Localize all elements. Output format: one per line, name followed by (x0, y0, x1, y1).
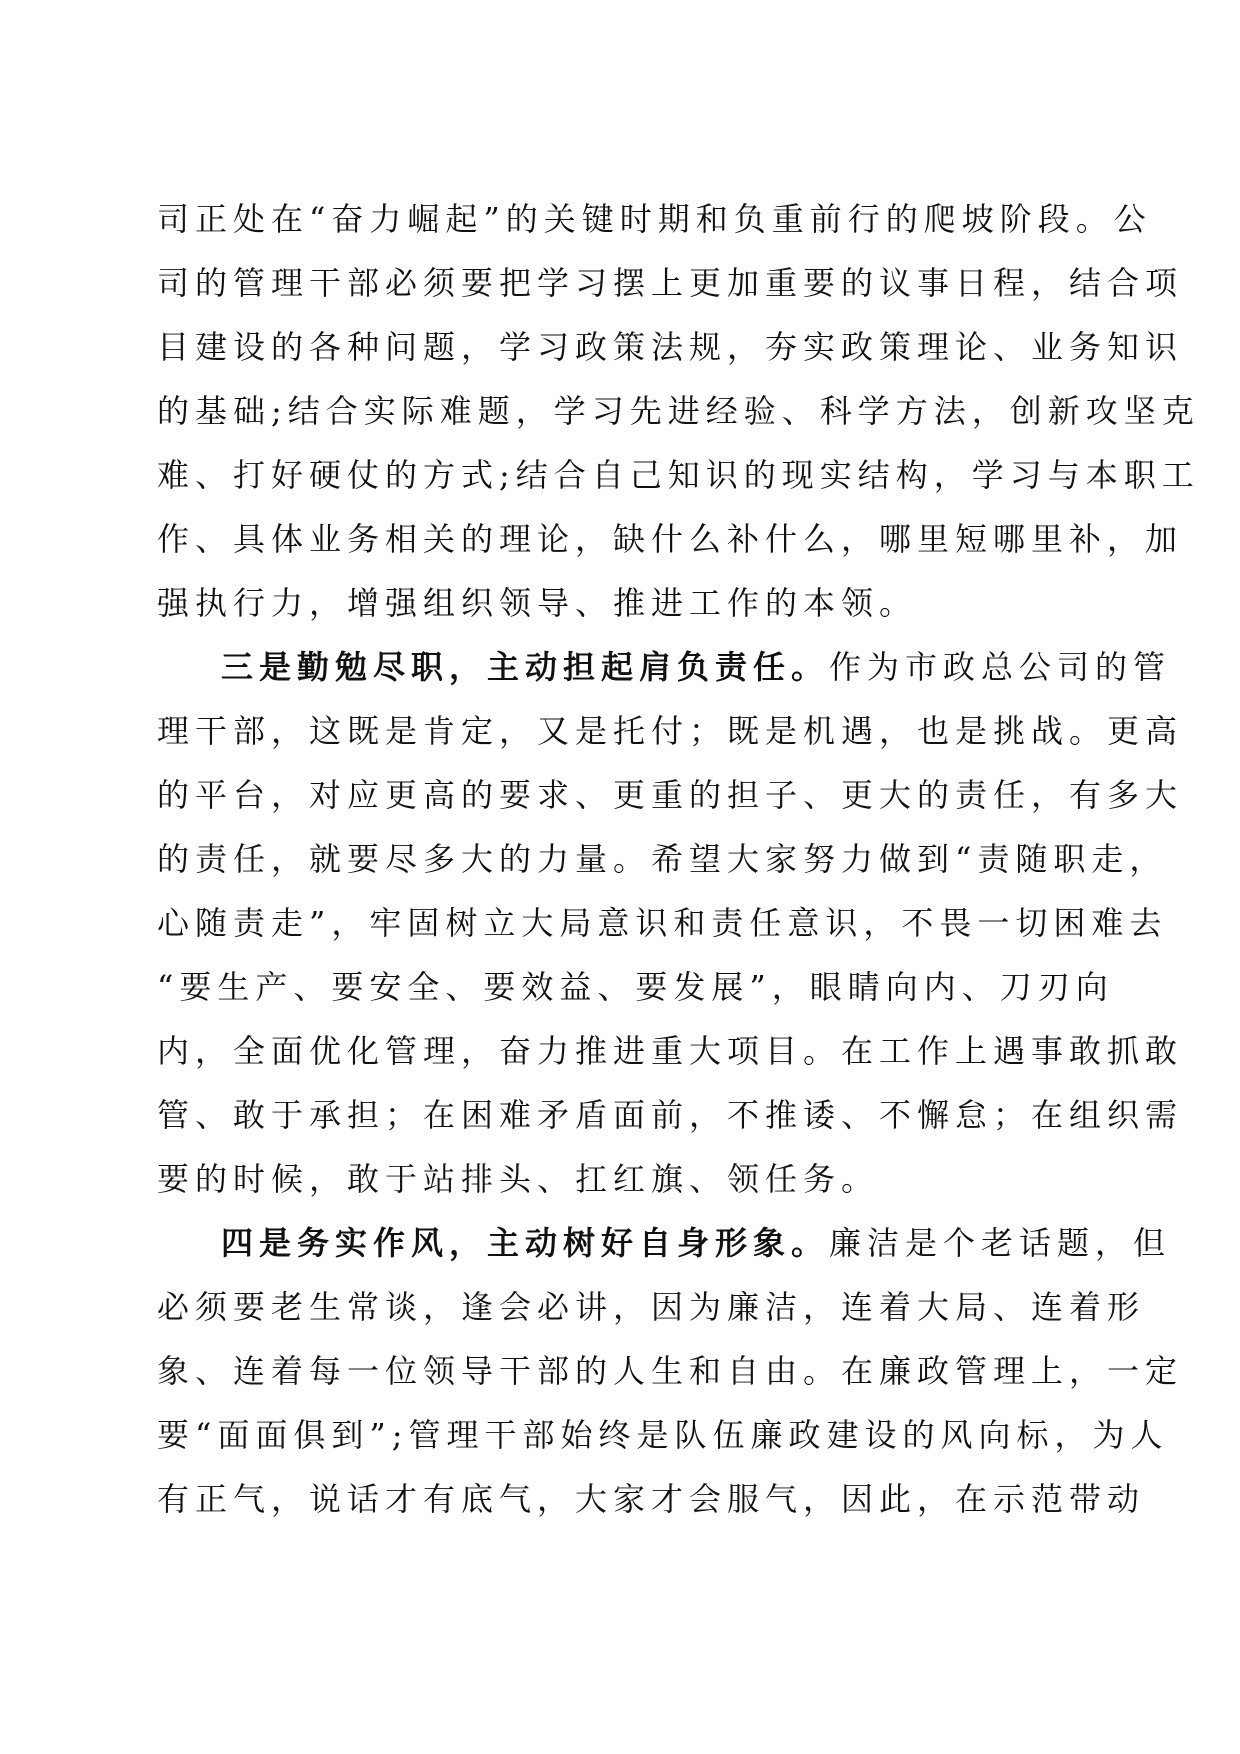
text-line: 心随责走”，牢固树立大局意识和责任意识，不畏一切困难去 (157, 904, 1168, 942)
text-line: 有正气，说话才有底气，大家才会服气，因此，在示范带动 (157, 1480, 1146, 1518)
text-line: 难、打好硬仗的方式;结合自己知识的现实结构，学习与本职工 (157, 456, 1200, 494)
paragraph-heading: 三是勤勉尽职，主动担起肩负责任。 (221, 648, 830, 686)
text-line-first (157, 635, 1172, 699)
paragraph-1 (157, 187, 1200, 635)
text-line: 作、具体业务相关的理论，缺什么补什么，哪里短哪里补，加 (157, 520, 1184, 558)
text-run: 廉洁是个老话题，但 (829, 1224, 1172, 1262)
text-line: 的平台，对应更高的要求、更重的担子、更大的责任，有多大 (157, 776, 1184, 814)
text-line: 要“面面俱到”;管理干部始终是队伍廉政建设的风向标，为人 (157, 1416, 1169, 1454)
paragraph-heading: 四是务实作风，主动树好自身形象。 (221, 1224, 830, 1262)
text-line: 的责任，就要尽多大的力量。希望大家努力做到“责随职走， (157, 840, 1168, 878)
paragraph-3 (157, 1211, 1184, 1531)
text-line: 必须要老生常谈，逢会必讲，因为廉洁，连着大局、连着形 (157, 1288, 1146, 1326)
text-run: 作为市政总公司的管 (829, 648, 1172, 686)
text-line: 内，全面优化管理，奋力推进重大项目。在工作上遇事敢抓敢 (157, 1032, 1184, 1070)
text-line: 理干部，这既是肯定，又是托付；既是机遇，也是挑战。更高 (157, 712, 1184, 750)
text-line: 司正处在“奋力崛起”的关键时期和负重前行的爬坡阶段。公 (157, 200, 1152, 238)
text-line: 管、敢于承担；在困难矛盾面前，不推诿、不懈怠；在组织需 (157, 1096, 1184, 1134)
body-text (157, 187, 1200, 1531)
text-line: 强执行力，增强组织领导、推进工作的本领。 (157, 584, 918, 622)
text-line: 的基础;结合实际难题，学习先进经验、科学方法，创新攻坚克 (157, 392, 1200, 430)
paragraph-2 (157, 635, 1184, 1211)
text-line: “要生产、要安全、要效益、要发展”，眼睛向内、刀刃向 (157, 968, 1114, 1006)
text-line: 要的时候，敢于站排头、扛红旗、领任务。 (157, 1160, 880, 1198)
text-line: 司的管理干部必须要把学习摆上更加重要的议事日程，结合项 (157, 264, 1184, 302)
text-line: 目建设的各种问题，学习政策法规，夯实政策理论、业务知识 (157, 328, 1184, 366)
text-line: 象、连着每一位领导干部的人生和自由。在廉政管理上，一定 (157, 1352, 1184, 1390)
text-line-first (157, 1211, 1172, 1275)
